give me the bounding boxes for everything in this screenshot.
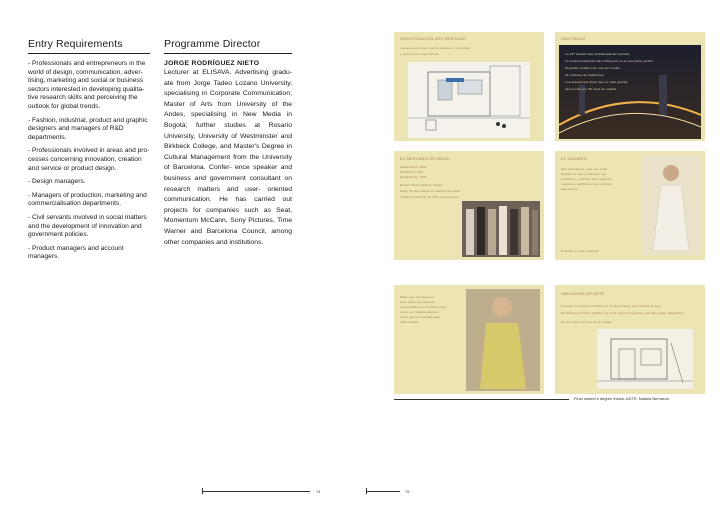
entry-requirement-item: - Professionals involved in areas and pro- cesses concerning innovation, creation and service or product design. — [28, 147, 150, 172]
slide-line: Segunda ciudad más rica del mundo — [565, 66, 621, 70]
slide-line: La sede en el barrio Jardins es en Sao Paulo, con tiendas de lujo. — [561, 304, 662, 308]
slide-line: Situada en el barrio Jardins, la zona más cosmopolita y de alto poder adquisitivo. — [561, 311, 686, 315]
slide-line: Las que aún viven mucho tiempo en la ciudad — [400, 46, 470, 50]
slide-line: ellos parte de pequeño — [400, 300, 435, 304]
slide-line: La 19ª ciudad más globalizada del planeta — [565, 52, 630, 56]
slide-title: INVESTIGACIÓN DEL MERCADO — [400, 37, 467, 41]
slide-line: como son la creación para — [400, 315, 441, 319]
entry-requirement-item: - Civil servants involved in social matters and the development of innovation and government policies. — [28, 213, 147, 239]
director-bio: Lecturer at ELISAVA. Advertising gradu- ate from Jorge Tadeo Lozano University, specialising in Corporate Communication; Master of Arts from University of the Andes, specialising in New Media in Bogotá; further studies at Rosario University, University of Westminster and Birkbeck College, and Master's Degree in Cultural Management from the University of Barcelona. Confer- ence speaker and business and government consultant on research matters and user- oriented communication. He has carried out projects for companies such as Seat, Momentum McCann, Sony Pictures, Time Warner and Barcelona Council, among other companies and institutions. — [164, 69, 292, 246]
slide-line: tiendas de lujo y compran sus — [561, 172, 607, 176]
entry-requirement-item: - Fashion, industrial, product and graphic designers and managers of R&D departments. — [28, 116, 148, 141]
slide-line: del mundo son 50 tipos de ciudad — [565, 87, 617, 91]
slide-line: Facturación: 69% — [400, 165, 427, 169]
slide-line: cada estado. — [400, 320, 420, 324]
slide-title: SAO PAULO — [561, 37, 586, 41]
right-page-number: 75 — [405, 489, 410, 494]
slide-line: Estética en sus compras — [561, 249, 599, 253]
left-footer-rule — [202, 491, 310, 492]
slide-title: EL MERCADO DE MODA: — [400, 157, 451, 161]
right-footer-rule — [366, 491, 400, 492]
slide-line: Los arquitectos dicen que es más grande — [565, 80, 628, 84]
left-footer-tick — [202, 488, 203, 494]
slide-line: cuenta su calidad en las compras — [561, 182, 612, 186]
slide-line: La ciudad brasileña más influyente en el escenario global — [565, 59, 653, 63]
slide-fashion-market — [394, 151, 544, 260]
entry-requirement-item: - Product managers and account managers. — [28, 244, 124, 261]
slide-line: compartidas con lo autonomía, — [400, 305, 447, 309]
entry-requirements-heading: Entry Requirements — [28, 38, 150, 54]
slide-line: como ser independientes, — [400, 310, 440, 314]
slide-line: Tiende al fabricar de 150 mil personas — [400, 195, 459, 199]
slide-line: Población: 40% — [400, 170, 424, 174]
slide-line: y quieren ser importantes. — [400, 52, 440, 56]
programme-director-heading: Programme Director — [164, 38, 292, 54]
slide-woman-quote — [394, 285, 544, 394]
entry-requirement-item: - Design managers. — [28, 178, 86, 186]
slide-line: En las calles de lujo de la ciudad. — [561, 320, 613, 324]
slide-line: Son voluntarios, que van a las — [561, 167, 608, 171]
left-page-number: 74 — [316, 489, 321, 494]
woman-yellow-dress-photo — [466, 289, 540, 391]
slide-sao-paulo — [555, 32, 705, 141]
shop-sketch-image — [597, 329, 693, 389]
runway-models-photo — [462, 201, 540, 257]
slide-line: productos y quieren que tenga en — [561, 177, 613, 181]
slide-line: Mejor 5a del mundo en diseño de moda — [400, 189, 461, 193]
slide-line: 11 millones de habitantes — [565, 73, 604, 77]
slide-line: que hacen. — [561, 187, 578, 191]
slide-line: Exportación: 45% — [400, 175, 427, 179]
slide-title: EL USUARIO — [561, 157, 587, 161]
slide-line: Mujer que los mujeres — [400, 295, 434, 299]
entry-requirements-list — [28, 60, 152, 267]
storefront-sketch-image — [408, 62, 530, 138]
woman-dress-photo — [641, 155, 701, 255]
slide-market-research — [394, 32, 544, 141]
director-name: JORGE RODRÍGUEZ NIETO — [164, 60, 260, 67]
image-caption: Final master's degree thesis: ADTÉ. Natalia Bernardo. — [574, 396, 670, 401]
caption-rule — [394, 399, 569, 400]
entry-requirement-item: - Managers of production, marketing and commercialisation departments. — [28, 191, 147, 208]
entry-requirement-item: - Professionals and entrepreneurs in the world of design, communication, adver- tising, marketing and social or business sectors interested in developing qualita- tive research skills and perceiving the outlook for global trends. — [28, 60, 146, 110]
slide-adte-location — [555, 285, 705, 394]
slide-line: El Sao Paulo Fashion Week — [400, 183, 443, 187]
slide-title: UBICACIÓN DE ADTÉ — [561, 292, 605, 296]
slide-user — [555, 151, 705, 260]
